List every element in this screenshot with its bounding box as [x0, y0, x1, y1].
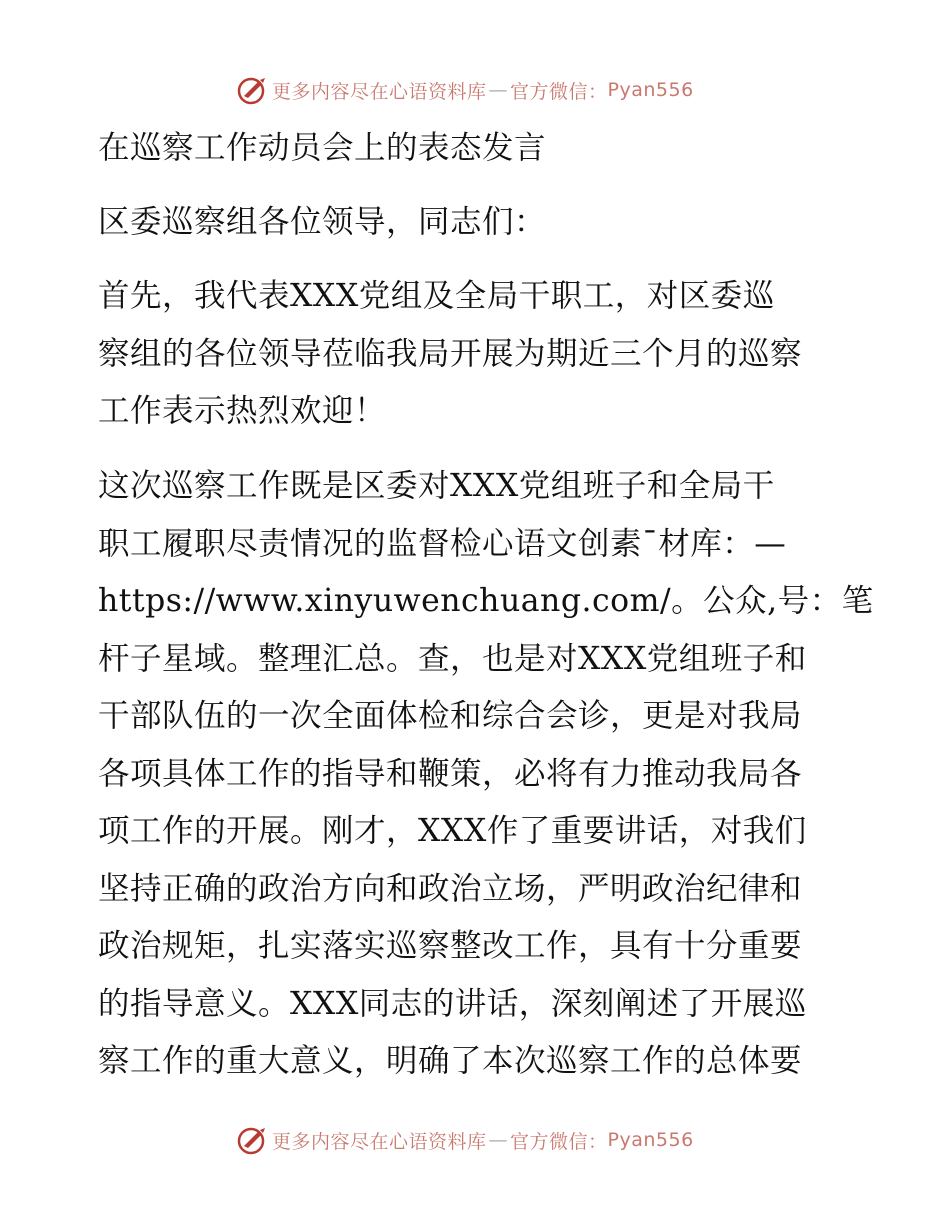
document-title: [98, 120, 853, 178]
paragraph-line: 职工履职尽责情况的监督检心语文创素¯材库：—: [98, 525, 787, 562]
paragraph-2: [98, 458, 874, 1091]
paragraph-line: 干部队伍的一次全面体检和综合会诊，更是对我局: [98, 698, 803, 734]
paragraph-line: 察组的各位领导莅临我局开展为期近三个月的巡察: [98, 335, 803, 372]
pen-logo-icon: [236, 74, 268, 106]
paragraph-line: 杆子星域。整理汇总。查，也是对XXX党组班子和: [98, 640, 807, 677]
watermark-separator: —: [488, 79, 509, 101]
footer-watermark: [236, 1123, 694, 1157]
watermark-label: 更多内容尽在心语资料库: [272, 1130, 487, 1153]
greeting: [98, 194, 853, 252]
paragraph-line: 工作表示热烈欢迎！: [98, 393, 387, 429]
header-watermark: [236, 73, 694, 107]
paragraph-line: 这次巡察工作既是区委对XXX党组班子和全局干: [98, 468, 775, 504]
pen-logo-icon: [236, 1124, 268, 1156]
paragraph-line: 察工作的重大意义，明确了本次巡察工作的总体要: [98, 1043, 803, 1079]
watermark-label: 更多内容尽在心语资料库: [272, 80, 487, 103]
paragraph-line: 项工作的开展。刚才，XXX作了重要讲话，对我们: [98, 813, 807, 849]
paragraph-line: 政治规矩，扎实落实巡察整改工作，具有十分重要: [98, 928, 803, 964]
paragraph-line: https://www.xinyuwenchuang.com/。公众,号：笔: [98, 583, 874, 619]
watermark-official: 官方微信：: [510, 80, 608, 103]
title-line: 在巡察工作动员会上的表态发言: [98, 130, 547, 166]
paragraph-line: 的指导意义。XXX同志的讲话，深刻阐述了开展巡: [98, 985, 807, 1022]
paragraph-1: [98, 268, 853, 441]
watermark-wechat-id: Pyan556: [607, 79, 694, 101]
watermark-separator: —: [488, 1129, 509, 1151]
paragraph-line: 各项具体工作的指导和鞭策，必将有力推动我局各: [98, 755, 803, 792]
paragraph-line: 坚持正确的政治方向和政治立场，严明政治纪律和: [98, 870, 803, 907]
paragraph-line: 首先，我代表XXX党组及全局干职工，对区委巡: [98, 278, 775, 314]
greeting-line: 区委巡察组各位领导，同志们：: [98, 204, 547, 240]
watermark-official: 官方微信：: [510, 1130, 608, 1153]
watermark-wechat-id: Pyan556: [607, 1129, 694, 1151]
